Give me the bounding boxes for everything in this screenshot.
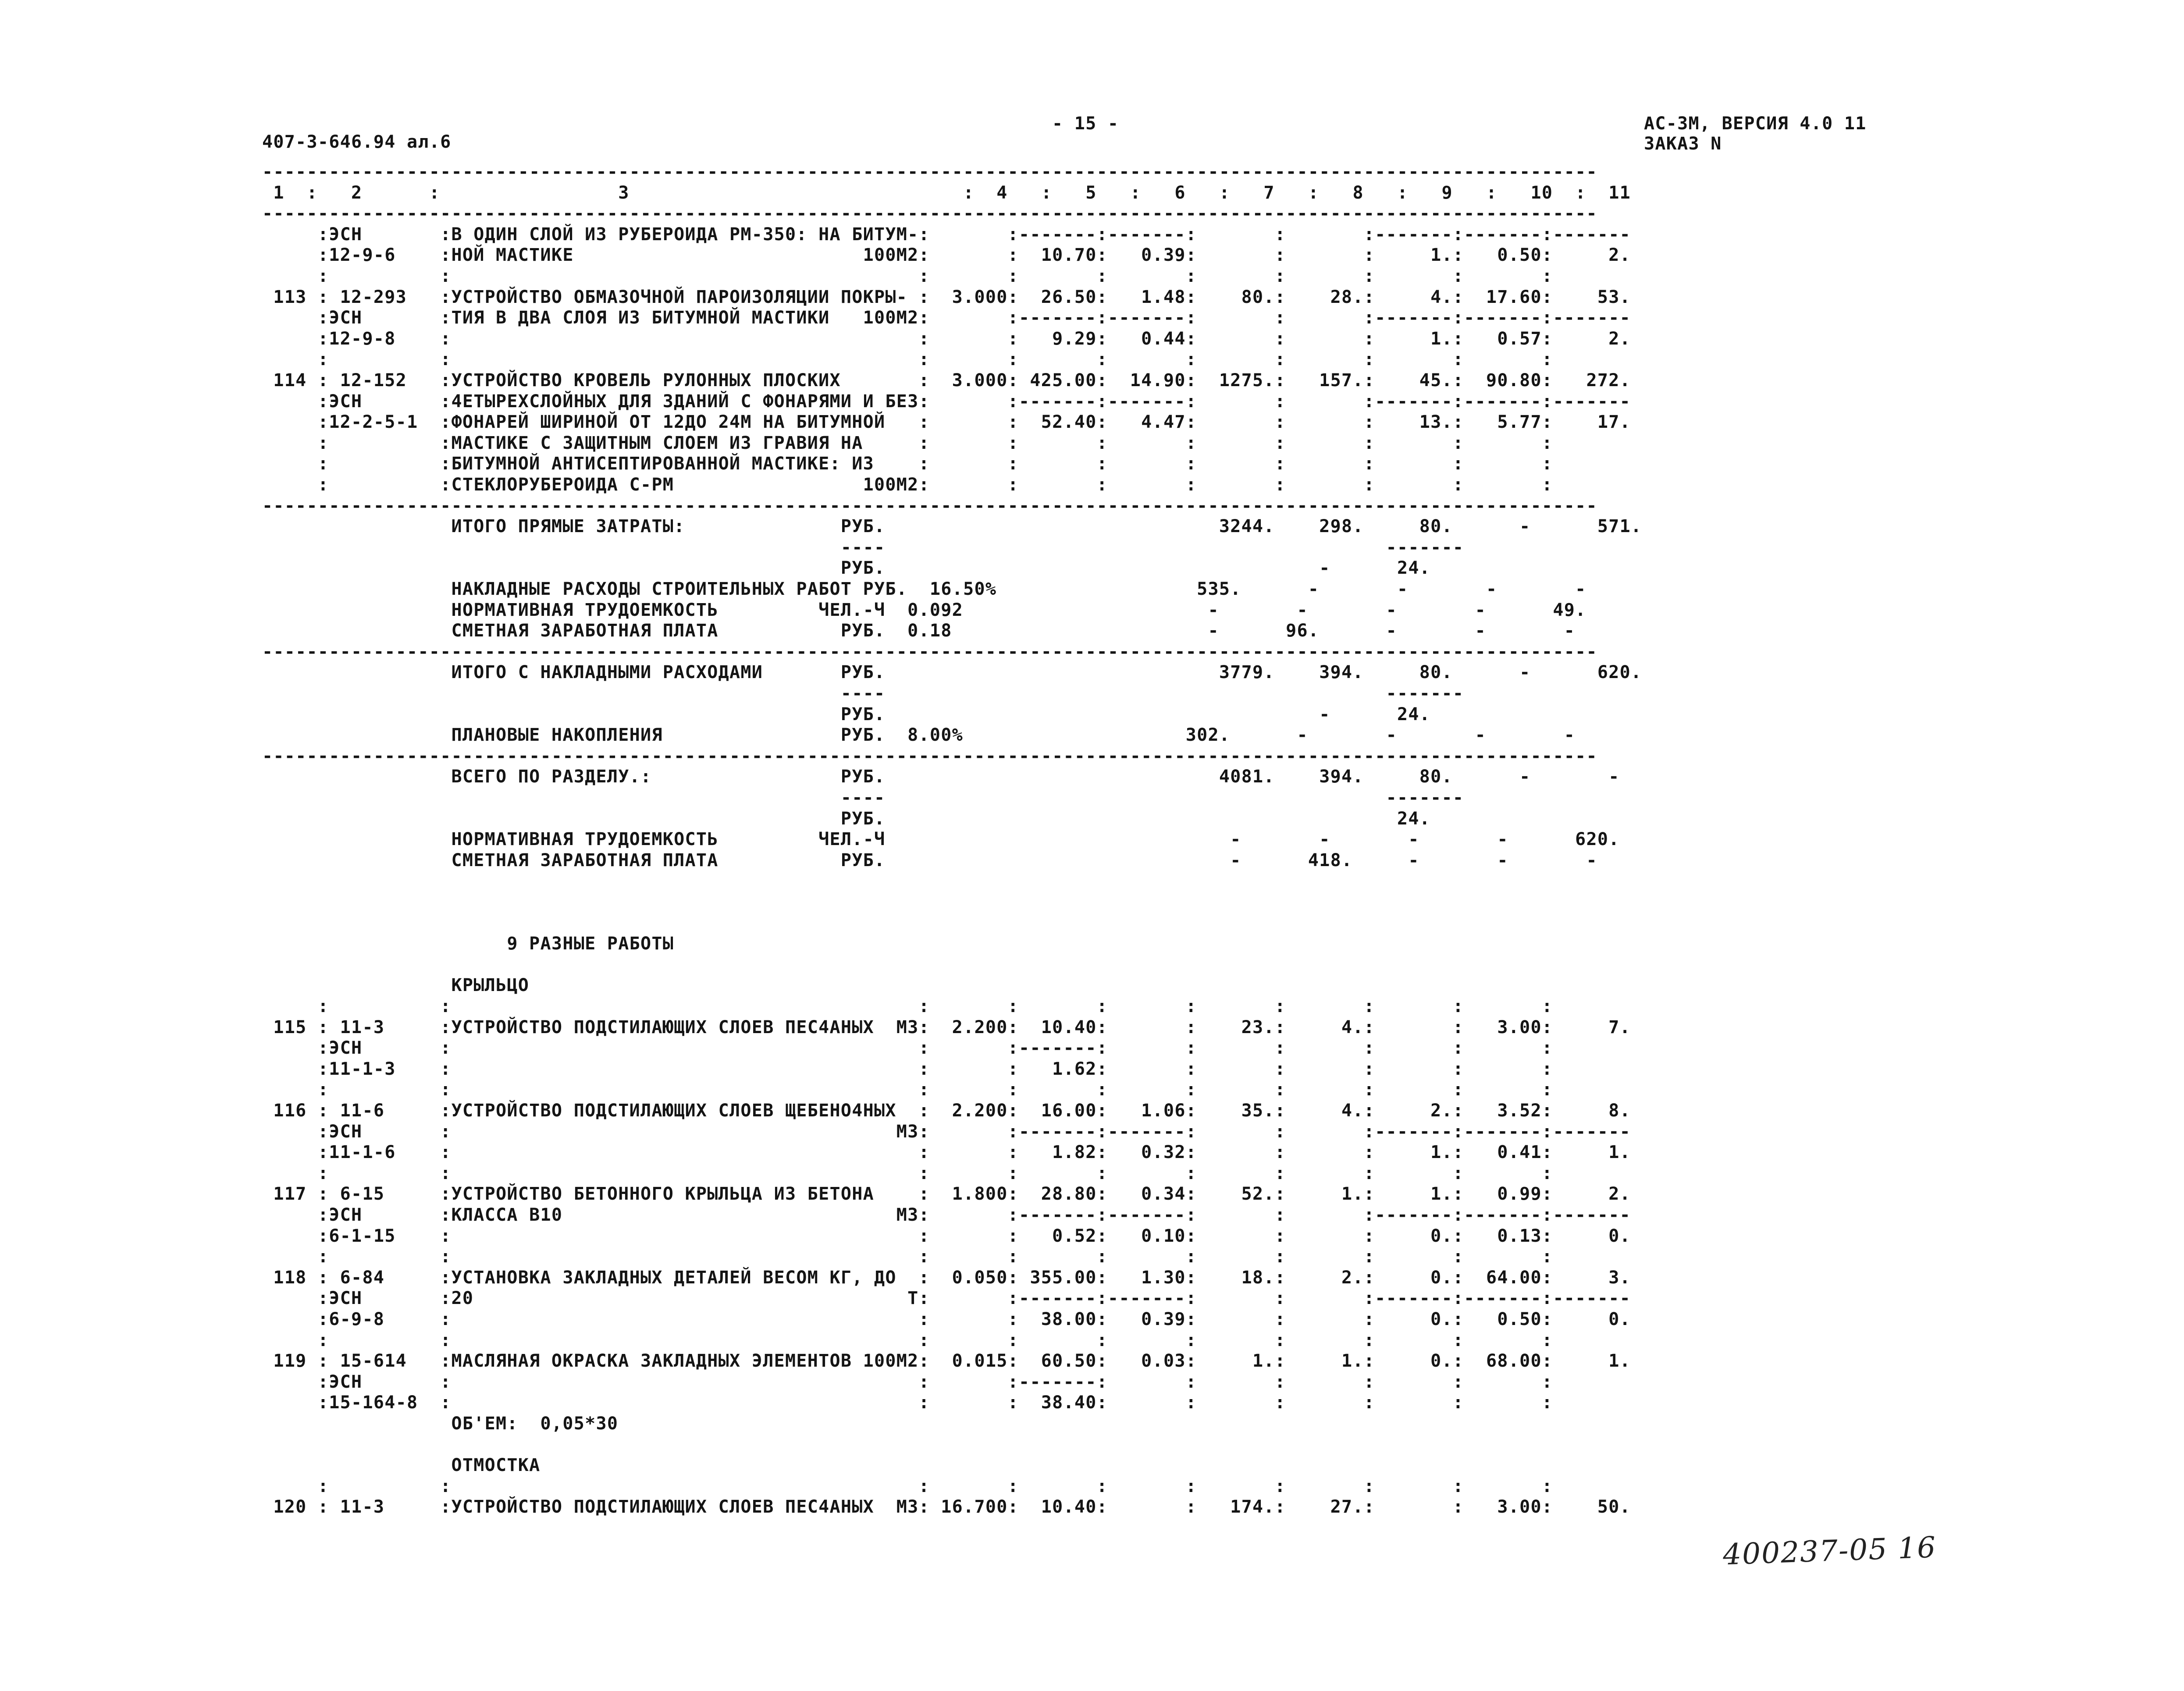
table-line: ИТОГО ПРЯМЫЕ ЗАТРАТЫ: РУБ. 3244. 298. 80. - 571. [262, 516, 1642, 537]
table-line: РУБ. - 24. [262, 558, 1431, 579]
table-line: ОТМОСТКА [262, 1455, 541, 1476]
table-line: СМЕТНАЯ ЗАРАБОТНАЯ ПЛАТА РУБ. 0.18 - 96. - - - [262, 621, 1576, 641]
table-line: НОРМАТИВНАЯ ТРУДОЕМКОСТЬ ЧЕЛ.-Ч - - - - 620. [262, 829, 1620, 850]
table-line: :ЭСН :20 Т: :-------:-------: : :-------:-------:------- [262, 1288, 1631, 1309]
table-line: : :МАСТИКЕ С ЗАЩИТНЫМ СЛОЕМ ИЗ ГРАВИЯ НА : : : : : : : : [262, 433, 1553, 453]
table-line: ОБ'ЕМ: 0,05*30 [262, 1414, 619, 1434]
table-line: ---- ------- [262, 788, 1464, 808]
table-line: :12-9-8 : : : 9.29: 0.44: : : 1.: 0.57: 2. [262, 328, 1631, 349]
table-line: 114 : 12-152 :УСТРОЙСТВО КРОВЕЛЬ РУЛОННЫХ ПЛОСКИХ : 3.000: 425.00: 14.90: 1275.: 157.: 45.: 90.80: 272. [262, 370, 1631, 391]
table-line: ---- ------- [262, 683, 1464, 703]
table-line: ВСЕГО ПО РАЗДЕЛУ.: РУБ. 4081. 394. 80. - - [262, 767, 1620, 787]
table-line: :6-1-15 : : : 0.52: 0.10: : : 0.: 0.13: 0. [262, 1226, 1631, 1246]
table-line: ------------------------------------------------------------------------------------------------------------------------ [262, 162, 1597, 182]
table-line: 119 : 15-614 :МАСЛЯНАЯ ОКРАСКА ЗАКЛАДНЫХ ЭЛЕМЕНТОВ 100М2: 0.015: 60.50: 0.03: 1.: 1.: 0.: 68.00: 1. [262, 1351, 1631, 1371]
table-line: 117 : 6-15 :УСТРОЙСТВО БЕТОННОГО КРЫЛЬЦА ИЗ БЕТОНА : 1.800: 28.80: 0.34: 52.: 1.: 1.: 0.99: 2. [262, 1184, 1631, 1204]
table-line: :ЭСН : : :-------: : : : : : [262, 1371, 1553, 1392]
table-line: : : : : : : : : : : [262, 1247, 1553, 1267]
table-line: :ЭСН :КЛАССА В10 М3: :-------:-------: : :-------:-------:------- [262, 1205, 1631, 1225]
table-line: ------------------------------------------------------------------------------------------------------------------------ [262, 746, 1597, 766]
handwritten-signature: 400237-05 16 [1722, 1530, 1937, 1572]
table-line: ПЛАНОВЫЕ НАКОПЛЕНИЯ РУБ. 8.00% 302. - - - - [262, 725, 1576, 746]
table-line: ------------------------------------------------------------------------------------------------------------------------ [262, 495, 1597, 516]
table-line: 115 : 11-3 :УСТРОЙСТВО ПОДСТИЛАЮЩИХ СЛОЕВ ПЕС4АНЫХ М3: 2.200: 10.40: : 23.: 4.: : 3.00: 7. [262, 1017, 1631, 1037]
table-line: :11-1-6 : : : 1.82: 0.32: : : 1.: 0.41: 1. [262, 1142, 1631, 1163]
table-line: :ЭСН :ТИЯ В ДВА СЛОЯ ИЗ БИТУМНОЙ МАСТИКИ 100М2: :-------:-------: : :-------:-------:------- [262, 308, 1631, 328]
table-line: 116 : 11-6 :УСТРОЙСТВО ПОДСТИЛАЮЩИХ СЛОЕВ ЩЕБЕНО4НЫХ : 2.200: 16.00: 1.06: 35.: 4.: 2.: 3.52: 8. [262, 1101, 1631, 1121]
table-line: :ЭСН :В ОДИН СЛОЙ ИЗ РУБЕРОИДА РМ-350: НА БИТУМ-: :-------:-------: : :-------:-------:------- [262, 224, 1631, 245]
table-line: 120 : 11-3 :УСТРОЙСТВО ПОДСТИЛАЮЩИХ СЛОЕВ ПЕС4АНЫХ М3: 16.700: 10.40: : 174.: 27.: : 3.00: 50. [262, 1497, 1631, 1517]
table-line: : : : : : : : : : : [262, 1476, 1553, 1496]
doc-code: 407-3-646.94 ал.6 [262, 132, 452, 152]
page-number: - 15 - [1052, 114, 1119, 134]
table-line: ------------------------------------------------------------------------------------------------------------------------ [262, 203, 1597, 224]
table-line: :ЭСН : М3: :-------:-------: : :-------:-------:------- [262, 1121, 1631, 1142]
table-line: 113 : 12-293 :УСТРОЙСТВО ОБМАЗОЧНОЙ ПАРОИЗОЛЯЦИИ ПОКРЫ- : 3.000: 26.50: 1.48: 80.: 28.: 4.: 17.60: 53. [262, 287, 1631, 307]
table-line: 1 : 2 : 3 : 4 : 5 : 6 : 7 : 8 : 9 : 10 : 11 [262, 182, 1631, 203]
table-line: :ЭСН : : :-------: : : : : : [262, 1038, 1553, 1059]
table-line: 9 РАЗНЫЕ РАБОТЫ [262, 934, 674, 954]
table-line: НОРМАТИВНАЯ ТРУДОЕМКОСТЬ ЧЕЛ.-Ч 0.092 - - - - 49. [262, 600, 1586, 620]
table-line: :15-164-8 : : : 38.40: : : : : : [262, 1393, 1553, 1413]
table-line: НАКЛАДНЫЕ РАСХОДЫ СТРОИТЕЛЬНЫХ РАБОТ РУБ. 16.50% 535. - - - - [262, 579, 1586, 599]
table-line: ------------------------------------------------------------------------------------------------------------------------ [262, 641, 1597, 662]
table-line: :6-9-8 : : : 38.00: 0.39: : : 0.: 0.50: 0. [262, 1309, 1631, 1329]
table-line: :11-1-3 : : : 1.62: : : : : : [262, 1059, 1553, 1079]
table-line: 118 : 6-84 :УСТАНОВКА ЗАКЛАДНЫХ ДЕТАЛЕЙ ВЕСОМ КГ, ДО : 0.050: 355.00: 1.30: 18.: 2.: 0.: 64.00: 3. [262, 1267, 1631, 1288]
table-line: :12-9-6 :НОЙ МАСТИКЕ 100М2: : 10.70: 0.39: : : 1.: 0.50: 2. [262, 245, 1631, 266]
table-line: :ЭСН :4ЕТЫРЕХСЛОЙНЫХ ДЛЯ ЗДАНИЙ С ФОНАРЯМИ И БЕЗ: :-------:-------: : :-------:-------:------- [262, 391, 1631, 412]
table-line: КРЫЛЬЦО [262, 975, 530, 996]
table-line: ИТОГО С НАКЛАДНЫМИ РАСХОДАМИ РУБ. 3779. 394. 80. - 620. [262, 662, 1642, 683]
table-line: : : : : : : : : : : [262, 1330, 1553, 1350]
table-line: : : : : : : : : : : [262, 349, 1553, 370]
table-line: : : : : : : : : : : [262, 996, 1553, 1016]
table-line: : :СТЕКЛОРУБЕРОИДА С-РМ 100М2: : : : : : : : [262, 475, 1553, 495]
table-line: РУБ. 24. [262, 808, 1431, 829]
table-line: : : : : : : : : : : [262, 266, 1553, 286]
table-line: : : : : : : : : : : [262, 1163, 1553, 1183]
table-line: :12-2-5-1 :ФОНАРЕЙ ШИРИНОЙ ОТ 12ДО 24М НА БИТУМНОЙ : : 52.40: 4.47: : : 13.: 5.77: 17. [262, 412, 1631, 433]
table-line: СМЕТНАЯ ЗАРАБОТНАЯ ПЛАТА РУБ. - 418. - - - [262, 850, 1597, 870]
table-line: : : : : : : : : : : [262, 1080, 1553, 1100]
table-line: ---- ------- [262, 537, 1464, 558]
system-version: АС-3М, ВЕРСИЯ 4.0 11 [1644, 114, 1867, 134]
table-line: РУБ. - 24. [262, 704, 1431, 725]
table-line: : :БИТУМНОЙ АНТИСЕПТИРОВАННОЙ МАСТИКЕ: ИЗ : : : : : : : : [262, 454, 1553, 474]
order-number: ЗАКАЗ N [1644, 134, 1722, 154]
